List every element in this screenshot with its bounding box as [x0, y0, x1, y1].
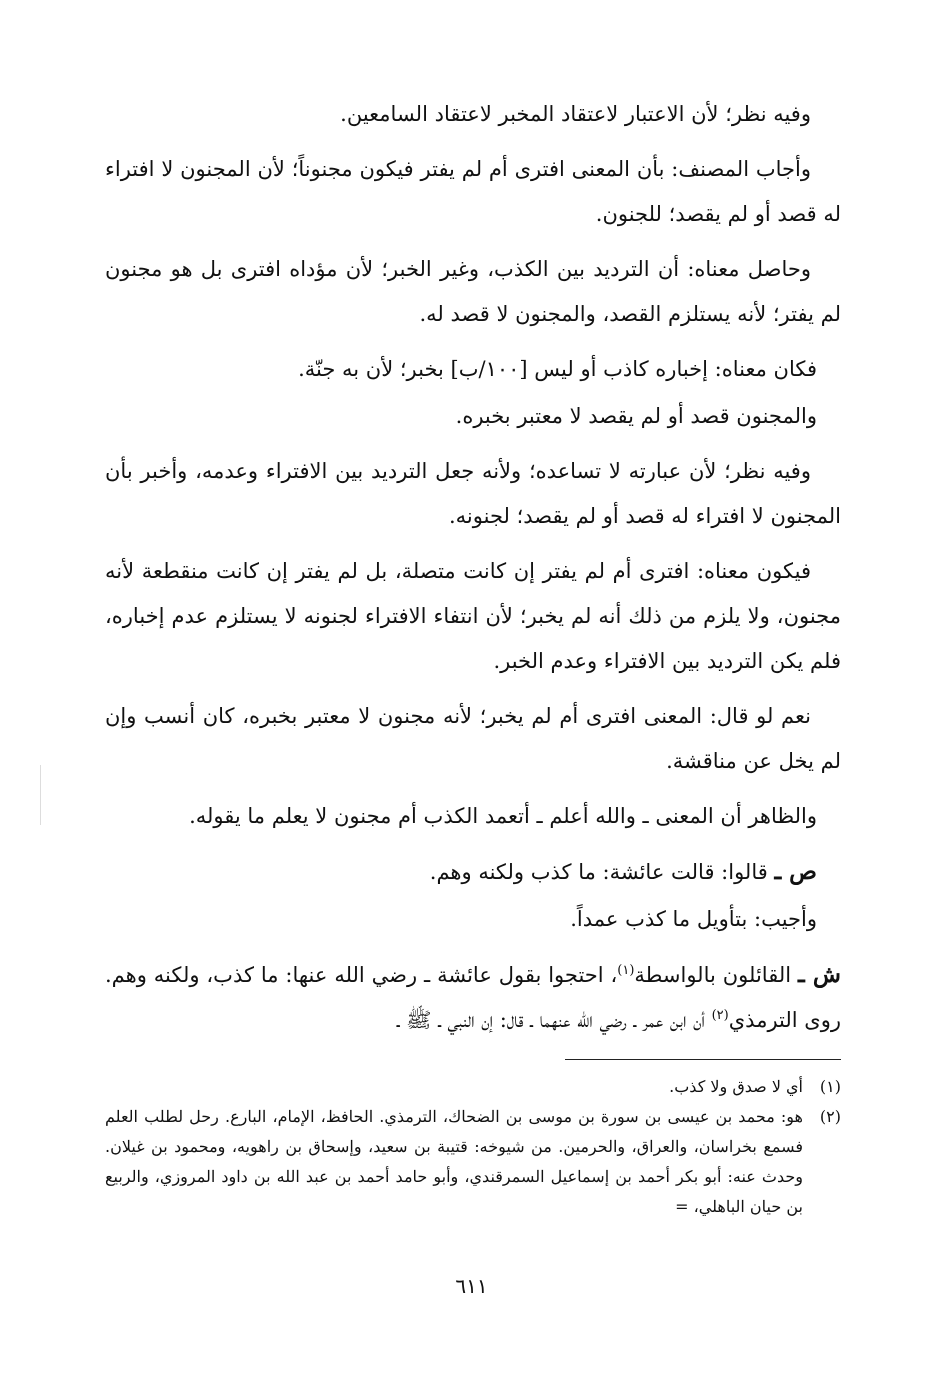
text-marker-sad: ص ـ — [774, 858, 817, 885]
footnote-2-number: (٢) — [819, 1107, 841, 1126]
paragraph-11: وأجيب: بتأويل ما كذب عمداً. — [570, 907, 817, 931]
paragraph-9: والظاهر أن المعنى ـ والله أعلم ـ أتعمد الكذب أم مجنون لا يعلم ما يقوله. — [189, 804, 817, 828]
paragraph-4: فكان معناه: إخباره كاذب أو ليس [١٠٠/ب] بخبر؛ لأن به جنّة. — [298, 357, 817, 381]
paragraph-5: والمجنون قصد أو لم يقصد لا معتبر بخبره. — [455, 404, 817, 428]
scan-margin-mark — [40, 765, 41, 825]
footnote-separator — [565, 1059, 841, 1060]
paragraph-12-text-a: القائلون بالواسطة — [634, 963, 798, 987]
footnote-2-text: هو: محمد بن عيسى بن سورة بن موسى بن الضحاك، الترمذي. الحافظ، الإمام، البارع. رحل لطلب العلم فسمع بخراسان، والعراق، والحرمين. من شيوخه: قتيبة بن سعيد، وإسحاق بن راهويه، ومحمود بن غيلان. وحدث عنه: أبو بكر أحمد بن إسماعيل السمرقندي، وأبو حامد أحمد بن عبد الله بن داود المروزي، والربيع بن حيان الباهلي، = — [105, 1107, 803, 1216]
paragraph-3: وحاصل معناه: أن الترديد بين الكذب، وغير الخبر؛ لأن مؤداه افترى بل هو مجنون لم يفتر؛ لأنه يستلزم القصد، والمجنون لا قصد له. — [105, 257, 841, 326]
paragraph-10-text: قالوا: قالت عائشة: ما كذب ولكنه وهم. — [429, 860, 775, 884]
footnotes — [105, 1072, 841, 1222]
footnote-2-body — [105, 1102, 803, 1222]
paragraph-12-text-c: أن ابن عمر ـ رضي الله عنهما ـ قال: إن النبي ـ ﷺ ـ — [396, 1008, 712, 1032]
footnote-1-text: أي لا صدق ولا كذب. — [669, 1077, 803, 1096]
page-number: ٦١١ — [455, 1274, 488, 1298]
paragraph-2: وأجاب المصنف: بأن المعنى افترى أم لم يفتر فيكون مجنوناً؛ لأن المجنون لا افتراء له قصد أو لم يقصد؛ للجنون. — [105, 157, 841, 226]
text-marker-shin: ش ـ — [797, 961, 841, 988]
footnote-ref-2[interactable]: (٢) — [711, 1008, 729, 1023]
paragraph-10 — [105, 849, 841, 895]
footnote-1-number: (١) — [819, 1077, 841, 1096]
paragraph-8: نعم لو قال: المعنى افترى أم لم يخبر؛ لأنه مجنون لا معتبر بخبره، كان أنسب وإن لم يخل عن مناقشة. — [105, 704, 841, 773]
paragraph-1: وفيه نظر؛ لأن الاعتبار لاعتقاد المخبر لاعتقاد السامعين. — [340, 102, 811, 126]
paragraph-6: وفيه نظر؛ لأن عبارته لا تساعده؛ ولأنه جعل الترديد بين الافتراء وعدمه، وأخبر بأن المجنون لا افتراء له قصد أو لم يقصد؛ لجنونه. — [105, 459, 841, 528]
footnote-1-body — [105, 1072, 803, 1102]
paragraph-12-text-b: ، احتجوا بقول عائشة ـ رضي الله عنها: ما كذب، ولكنه وهم. روى الترمذي — [105, 963, 841, 1032]
footnote-1 — [105, 1072, 841, 1102]
paragraph-7: فيكون معناه: افترى أم لم يفتر إن كانت متصلة، بل لم يفتر إن كانت منقطعة لأنه مجنون، ولا يلزم من ذلك أنه لم يخبر؛ لأن انتفاء الافتراء لجنونه لا يستلزم عدم إخباره، فلم يكن الترديد بين الافتراء وعدم الخبر. — [105, 559, 841, 673]
footnote-2 — [105, 1102, 841, 1222]
paragraph-12 — [105, 952, 841, 1043]
main-text — [105, 92, 841, 1053]
footnote-ref-1[interactable]: (١) — [617, 963, 635, 978]
